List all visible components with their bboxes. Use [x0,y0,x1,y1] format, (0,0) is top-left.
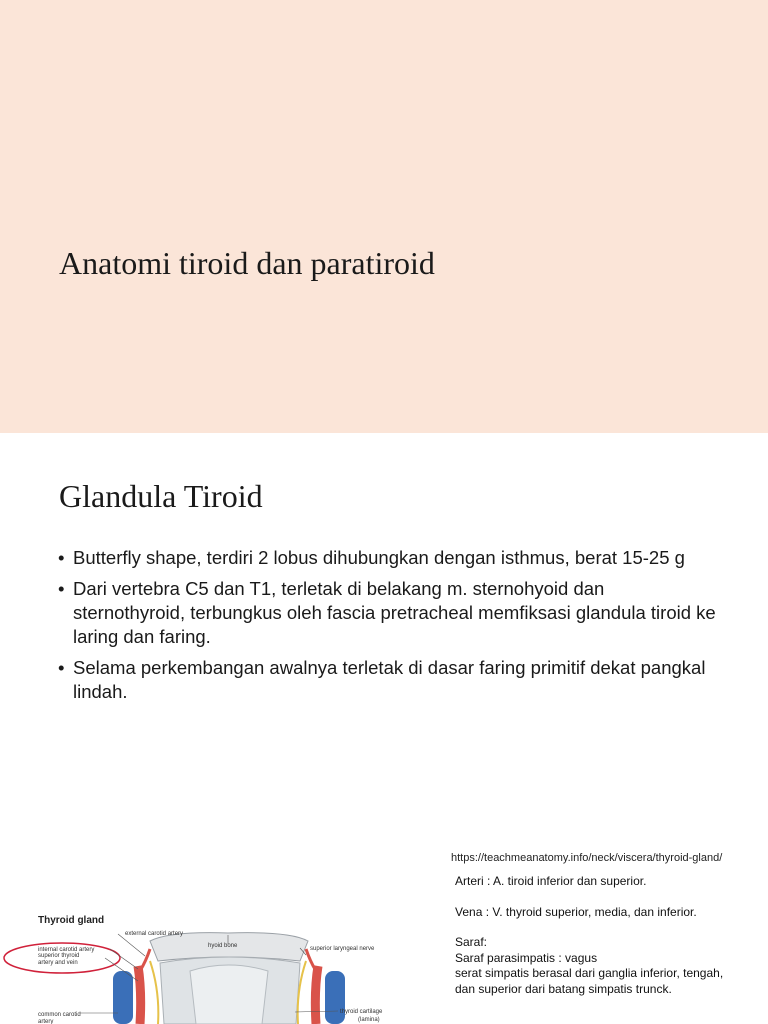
bullet-item [58,656,718,704]
vena-note: Vena : V. thyroid superior, media, dan inferior. [455,904,697,919]
label-thyroid-cartilage: thyroid cartilage [340,1009,383,1015]
side-notes [455,874,723,997]
thyroid-anatomy-figure [0,871,420,1024]
content-slide [0,433,768,1024]
slide-heading: Glandula Tiroid [59,478,263,514]
bullet-item [58,577,718,649]
label-superior-thyroid-2: artery and vein [38,960,78,966]
label-lamina: (lamina) [358,1017,380,1023]
label-internal-carotid: internal carotid artery [38,947,95,953]
label-hyoid: hyoid bone [208,943,238,949]
bullet-item [58,546,718,570]
label-common-carotid-2: artery [38,1019,54,1024]
bullet-icon: • [58,547,65,568]
bullet-text: Butterfly shape, terdiri 2 lobus dihubungkan dengan isthmus, berat 15-25 g [73,547,685,568]
bullet-text: Dari vertebra C5 dan T1, terletak di belakang m. sternohyoid dan sternothyroid, terbungkus oleh fascia pretracheal memfiksasi glandula tiroid ke laring dan faring. [73,578,716,647]
arteri-note: Arteri : A. tiroid inferior dan superior. [455,874,647,888]
label-common-carotid: common carotid [38,1012,81,1018]
label-external-carotid: external carotid artery [125,931,184,937]
bullet-list [58,546,718,711]
title-slide [0,0,768,433]
saraf-heading: Saraf: [455,935,488,949]
bullet-icon: • [58,578,65,599]
bullet-text: Selama perkembangan awalnya terletak di dasar faring primitif dekat pangkal lindah. [73,657,706,702]
saraf-line: serat simpatis berasal dari ganglia inferior, tengah, [455,966,724,980]
source-url: https://teachmeanatomy.info/neck/viscera/thyroid-gland/ [451,852,723,864]
label-superior-thyroid: superior thyroid [38,953,80,959]
saraf-line: dan superior dari batang simpatis trunck. [455,981,672,996]
bullet-icon: • [58,657,65,678]
label-superior-laryngeal: superior laryngeal nerve [310,946,375,952]
saraf-line: Saraf parasimpatis : vagus [455,950,598,965]
figure-title: Thyroid gland [38,915,105,926]
slide-title: Anatomi tiroid dan paratiroid [59,245,435,281]
